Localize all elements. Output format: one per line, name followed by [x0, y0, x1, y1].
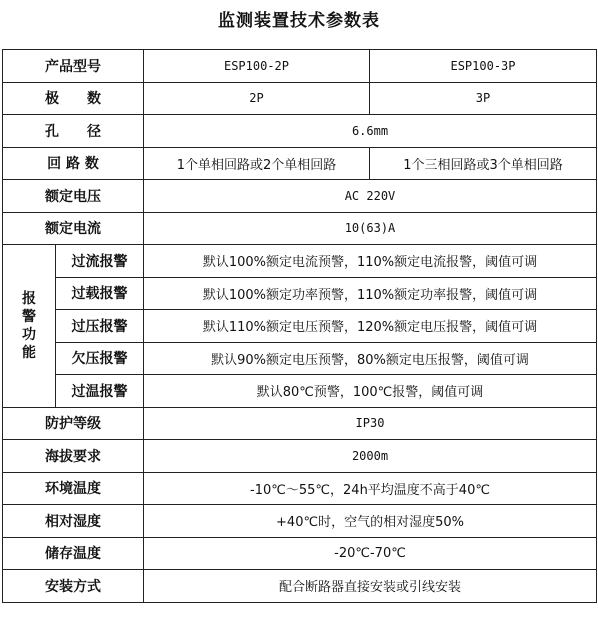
table-row — [3, 212, 597, 245]
cell-value: -10℃～55℃，24h平均温度不高于40℃ — [144, 472, 597, 505]
cell-value: 2000m — [144, 440, 597, 473]
row-label: 过压报警 — [56, 310, 144, 343]
cell-value: 1个单相回路或2个单相回路 — [144, 147, 370, 180]
cell-value: 默认100%额定功率预警，110%额定功率报警，阈值可调 — [144, 277, 597, 310]
table-row — [3, 50, 597, 83]
row-label: 防护等级 — [3, 407, 144, 440]
cell-value: +40℃时，空气的相对湿度50% — [144, 505, 597, 538]
table-row — [3, 310, 597, 343]
table-row — [3, 505, 597, 538]
cell-value: 默认100%额定电流预警，110%额定电流报警，阈值可调 — [144, 245, 597, 278]
cell-value: 10(63)A — [144, 212, 597, 245]
row-label: 相对湿度 — [3, 505, 144, 538]
table-row — [3, 147, 597, 180]
cell-value: 默认90%额定电压预警，80%额定电压报警，阈值可调 — [144, 342, 597, 375]
row-label: 产品型号 — [3, 50, 144, 83]
table-row — [3, 537, 597, 570]
cell-value: IP30 — [144, 407, 597, 440]
cell-value: 配合断路器直接安装或引线安装 — [144, 570, 597, 603]
row-label: 额定电压 — [3, 180, 144, 213]
cell-value: 6.6mm — [144, 115, 597, 148]
row-label: 额定电流 — [3, 212, 144, 245]
row-label: 安装方式 — [3, 570, 144, 603]
table-row — [3, 407, 597, 440]
table-row — [3, 82, 597, 115]
row-label: 过载报警 — [56, 277, 144, 310]
row-label: 孔 径 — [3, 115, 144, 148]
page-title: 监测装置技术参数表 — [218, 11, 380, 31]
row-label: 极 数 — [3, 82, 144, 115]
cell-value: 3P — [370, 82, 597, 115]
table-row — [3, 472, 597, 505]
row-label: 环境温度 — [3, 472, 144, 505]
table-row — [3, 245, 597, 278]
row-label: 过温报警 — [56, 375, 144, 408]
cell-value: AC 220V — [144, 180, 597, 213]
row-label: 回 路 数 — [3, 147, 144, 180]
table-row — [3, 180, 597, 213]
alarm-group-label — [3, 245, 56, 408]
alarm-group-text: 报警功能 — [22, 290, 36, 361]
cell-value: -20℃-70℃ — [144, 537, 597, 570]
row-label: 欠压报警 — [56, 342, 144, 375]
cell-value: ESP100-2P — [144, 50, 370, 83]
parameter-table — [2, 49, 597, 603]
table-row — [3, 570, 597, 603]
cell-value: 2P — [144, 82, 370, 115]
table-row — [3, 440, 597, 473]
cell-value: ESP100-3P — [370, 50, 597, 83]
cell-value: 默认110%额定电压预警，120%额定电压报警，阈值可调 — [144, 310, 597, 343]
table-row — [3, 375, 597, 408]
table-row — [3, 115, 597, 148]
cell-value: 默认80℃预警，100℃报警，阈值可调 — [144, 375, 597, 408]
row-label: 储存温度 — [3, 537, 144, 570]
row-label: 海拔要求 — [3, 440, 144, 473]
row-label: 过流报警 — [56, 245, 144, 278]
table-row — [3, 277, 597, 310]
table-row — [3, 342, 597, 375]
cell-value: 1个三相回路或3个单相回路 — [370, 147, 597, 180]
